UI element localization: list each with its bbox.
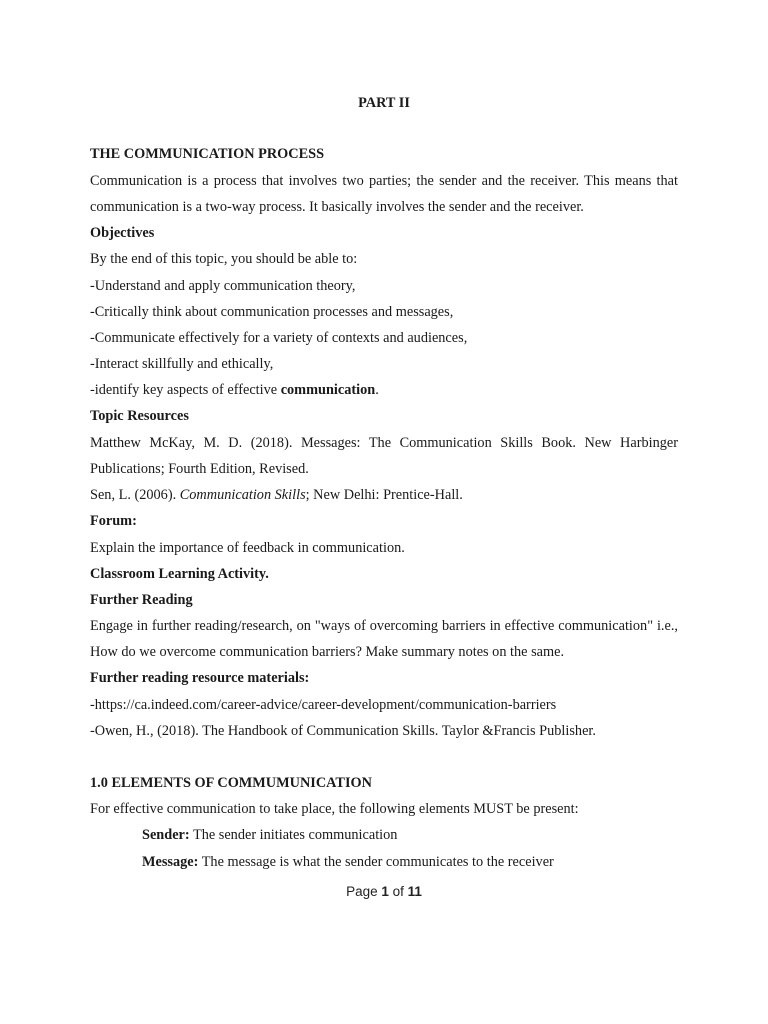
page-label: Page <box>346 884 382 899</box>
intro-line-2: communication is a two-way process. It basically involves the sender and the receiver. <box>90 199 584 215</box>
objective-item-last <box>90 381 379 399</box>
reference-2 <box>90 486 463 504</box>
of-label: of <box>388 884 408 899</box>
objective-item: -Understand and apply communication theory, <box>90 278 356 294</box>
topic-resources-heading: Topic Resources <box>90 408 189 424</box>
reference-1-line-1: Matthew McKay, M. D. (2018). Messages: The Communication Skills Book. New Harbinger <box>90 435 678 451</box>
resource-item: -Owen, H., (2018). The Handbook of Communication Skills. Taylor &Francis Publisher. <box>90 723 596 739</box>
part-title: PART II <box>358 95 410 111</box>
objective-item: -Critically think about communication processes and messages, <box>90 304 454 320</box>
element-desc: The message is what the sender communicates to the receiver <box>198 854 554 870</box>
element-item-sender <box>142 826 397 844</box>
element-term: Message: <box>142 854 199 870</box>
reference-2-prefix: Sen, L. (2006). <box>90 487 180 503</box>
objective-item: -Interact skillfully and ethically, <box>90 356 274 372</box>
objectives-heading: Objectives <box>90 225 155 241</box>
element-item-message <box>142 853 554 871</box>
element-desc: The sender initiates communication <box>189 827 398 843</box>
section-heading: THE COMMUNICATION PROCESS <box>90 146 325 162</box>
reference-1-line-2: Publications; Fourth Edition, Revised. <box>90 461 309 477</box>
resource-item: -https://ca.indeed.com/career-advice/career-development/communication-barriers <box>90 697 557 713</box>
page-total: 11 <box>407 884 422 899</box>
forum-heading: Forum: <box>90 513 137 529</box>
page-footer <box>0 884 768 899</box>
further-reading-line-2: How do we overcome communication barriers? Make summary notes on the same. <box>90 644 565 660</box>
classroom-activity-heading: Classroom Learning Activity. <box>90 566 269 582</box>
page-number: 1 <box>381 884 389 899</box>
forum-text: Explain the importance of feedback in communication. <box>90 540 405 556</box>
element-term: Sender: <box>142 827 190 843</box>
further-reading-line-1: Engage in further reading/research, on "ways of overcoming barriers in effective communication" i.e., <box>90 618 678 634</box>
reference-2-italic-title: Communication Skills <box>179 487 306 503</box>
reference-2-suffix: ; New Delhi: Prentice-Hall. <box>305 487 463 503</box>
intro-line-1: Communication is a process that involves two parties; the sender and the receiver. This means that <box>90 173 678 189</box>
resource-materials-heading: Further reading resource materials: <box>90 670 310 686</box>
objective-last-prefix: -identify key aspects of effective <box>90 382 281 398</box>
objective-last-bold: communication <box>280 382 376 398</box>
elements-heading: 1.0 ELEMENTS OF COMMUMUNICATION <box>90 775 372 791</box>
objectives-lead: By the end of this topic, you should be able to: <box>90 251 358 267</box>
objective-item: -Communicate effectively for a variety of contexts and audiences, <box>90 330 468 346</box>
elements-intro: For effective communication to take place, the following elements MUST be present: <box>90 801 579 817</box>
further-reading-heading: Further Reading <box>90 592 193 608</box>
objective-last-suffix: . <box>375 382 379 398</box>
